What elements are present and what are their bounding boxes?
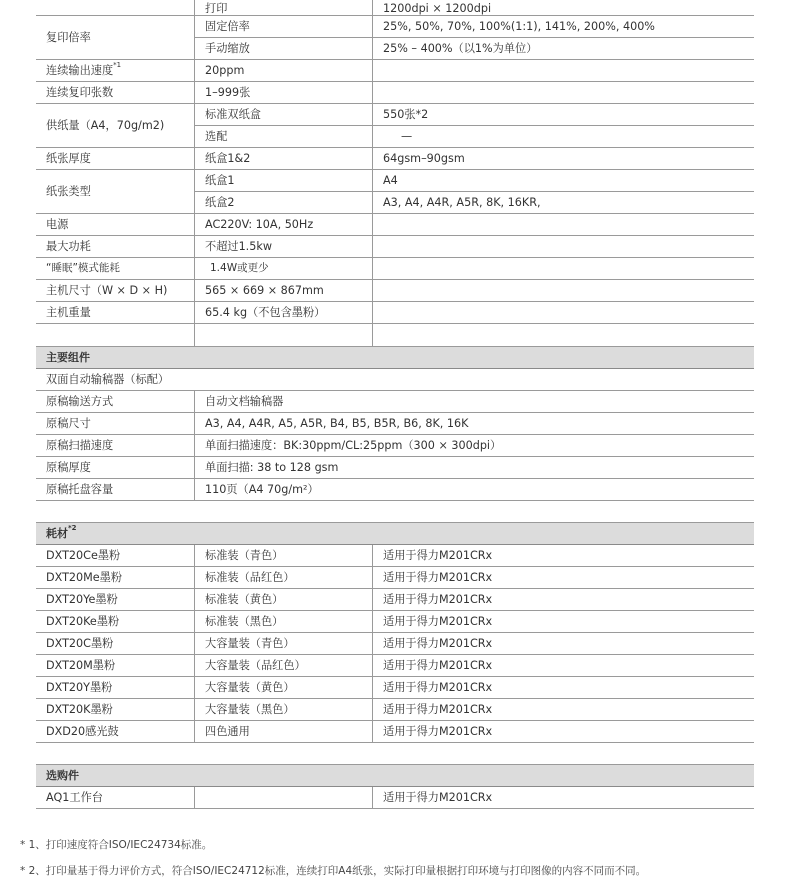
- table-row: [36, 369, 754, 391]
- spec-label: 双面自动输稿器（标配）: [36, 369, 754, 391]
- spec-label: 连续复印张数: [36, 82, 195, 104]
- table-row: [36, 324, 754, 347]
- spec-value: AC220V: 10A, 50Hz: [195, 214, 373, 236]
- table-row: [36, 677, 754, 699]
- item-compat: 适用于得力M201CRx: [373, 589, 755, 611]
- item-name: AQ1工作台: [36, 787, 195, 809]
- item-type: 大容量装（品红色）: [195, 655, 373, 677]
- item-name: DXT20K墨粉: [36, 699, 195, 721]
- spec-value: 65.4 kg（不包含墨粉）: [195, 302, 373, 324]
- table-row: [36, 0, 754, 16]
- spec-sublabel: 选配: [195, 126, 373, 148]
- spec-value: 单面扫描速度：BK:30ppm/CL:25ppm（300 × 300dpi）: [195, 435, 755, 457]
- spec-label: 最大功耗: [36, 236, 195, 258]
- spec-value: 25% – 400%（以1%为单位）: [373, 38, 755, 60]
- item-name: DXT20Ke墨粉: [36, 611, 195, 633]
- table-row: [36, 435, 754, 457]
- spec-sublabel: 固定倍率: [195, 16, 373, 38]
- spec-label: 主机尺寸（W × D × H): [36, 280, 195, 302]
- item-type: 标准装（黑色）: [195, 611, 373, 633]
- section-header-consumables: [36, 523, 754, 545]
- table-row: [36, 60, 754, 82]
- spec-label: [36, 60, 195, 82]
- item-name: DXT20Ye墨粉: [36, 589, 195, 611]
- spec-label: 原稿厚度: [36, 457, 195, 479]
- spec-empty: [373, 302, 755, 324]
- spec-label-text: 连续输出速度: [46, 64, 114, 77]
- item-type: 大容量装（黑色）: [195, 699, 373, 721]
- table-row: [36, 721, 754, 743]
- spec-value: A3, A4, A4R, A5R, 8K, 16KR,: [373, 192, 755, 214]
- spec-value: 不超过1.5kw: [195, 236, 373, 258]
- table-row: [36, 16, 754, 38]
- spec-value: 550张*2: [373, 104, 755, 126]
- spec-label: 原稿托盘容量: [36, 479, 195, 501]
- spec-sublabel: 纸盒1: [195, 170, 373, 192]
- spec-sublabel: 标准双纸盒: [195, 104, 373, 126]
- table-row: [36, 82, 754, 104]
- spec-sublabel: 纸盒2: [195, 192, 373, 214]
- item-name: DXT20Ce墨粉: [36, 545, 195, 567]
- footnote-marker: *1: [113, 61, 122, 69]
- spec-sublabel: 打印: [195, 0, 373, 16]
- spec-sublabel: 手动缩放: [195, 38, 373, 60]
- spec-label: 纸张厚度: [36, 148, 195, 170]
- item-compat: 适用于得力M201CRx: [373, 611, 755, 633]
- item-type: 标准装（品红色）: [195, 567, 373, 589]
- spec-value: 25%, 50%, 70%, 100%(1:1), 141%, 200%, 400%: [373, 16, 755, 38]
- table-row: [36, 545, 754, 567]
- item-compat: 适用于得力M201CRx: [373, 633, 755, 655]
- spec-empty: [373, 258, 755, 280]
- table-row: [36, 611, 754, 633]
- spec-label: 电源: [36, 214, 195, 236]
- item-compat: 适用于得力M201CRx: [373, 655, 755, 677]
- spec-value: 1–999张: [195, 82, 373, 104]
- item-type: 四色通用: [195, 721, 373, 743]
- table-row: [36, 148, 754, 170]
- spec-value: 1.4W或更少: [195, 258, 373, 280]
- spec-label: 供纸量（A4，70g/m2): [36, 104, 195, 148]
- table-row: [36, 567, 754, 589]
- table-row: [36, 655, 754, 677]
- section-title: 主要组件: [36, 347, 754, 369]
- item-name: DXD20感光鼓: [36, 721, 195, 743]
- table-row: [36, 214, 754, 236]
- table-row: [36, 457, 754, 479]
- table-row: [36, 280, 754, 302]
- table-row: [36, 633, 754, 655]
- spec-empty: [373, 280, 755, 302]
- table-row: [36, 302, 754, 324]
- table-row: [36, 170, 754, 192]
- footnote: * 2、打印量基于得力评价方式，符合ISO/IEC24712标准，连续打印A4纸张，实际打印量根据打印环境与打印图像的内容不同而不同。: [20, 865, 647, 877]
- item-name: DXT20Me墨粉: [36, 567, 195, 589]
- table-row: [36, 699, 754, 721]
- item-type: 大容量装（青色）: [195, 633, 373, 655]
- spec-label: 原稿输送方式: [36, 391, 195, 413]
- spec-label: 纸张类型: [36, 170, 195, 214]
- table-row: [36, 413, 754, 435]
- footnotes: [20, 836, 646, 888]
- spec-value: 565 × 669 × 867mm: [195, 280, 373, 302]
- item-type: 标准装（黄色）: [195, 589, 373, 611]
- item-name: DXT20Y墨粉: [36, 677, 195, 699]
- item-compat: 适用于得力M201CRx: [373, 721, 755, 743]
- spec-value: A4: [373, 170, 755, 192]
- spec-label: 复印倍率: [36, 16, 195, 60]
- spec-label: “睡眠”模式能耗: [36, 258, 195, 280]
- section-header-components: [36, 347, 754, 369]
- table-row: [36, 104, 754, 126]
- spec-value: —: [373, 126, 755, 148]
- table-row: [36, 787, 754, 809]
- spec-empty: [373, 214, 755, 236]
- spec-label: 原稿尺寸: [36, 413, 195, 435]
- table-row: [36, 258, 754, 280]
- spec-value: 1200dpi × 1200dpi: [373, 0, 755, 16]
- table-row: [36, 391, 754, 413]
- item-type: 标准装（青色）: [195, 545, 373, 567]
- spec-empty: [373, 236, 755, 258]
- table-row: [36, 589, 754, 611]
- spec-label: 原稿扫描速度: [36, 435, 195, 457]
- spec-table: [36, 0, 754, 809]
- section-title: 选购件: [36, 765, 754, 787]
- spec-empty: [373, 60, 755, 82]
- section-header-options: [36, 765, 754, 787]
- spec-value: 自动文档输稿器: [195, 391, 755, 413]
- table-row: [36, 236, 754, 258]
- item-compat: 适用于得力M201CRx: [373, 545, 755, 567]
- footnote: * 1、打印速度符合ISO/IEC24734标准。: [20, 839, 213, 851]
- section-title-text: 耗材: [46, 527, 68, 540]
- spec-empty: [373, 82, 755, 104]
- spec-value: 单面扫描: 38 to 128 gsm: [195, 457, 755, 479]
- spec-sublabel: 纸盒1&2: [195, 148, 373, 170]
- table-row: [36, 479, 754, 501]
- spec-value: 64gsm–90gsm: [373, 148, 755, 170]
- spec-value: A3, A4, A4R, A5, A5R, B4, B5, B5R, B6, 8K, 16K: [195, 413, 755, 435]
- spec-label: [36, 0, 195, 16]
- item-compat: 适用于得力M201CRx: [373, 677, 755, 699]
- item-compat: 适用于得力M201CRx: [373, 567, 755, 589]
- item-name: DXT20M墨粉: [36, 655, 195, 677]
- item-type: 大容量装（黄色）: [195, 677, 373, 699]
- item-compat: 适用于得力M201CRx: [373, 787, 755, 809]
- spec-value: 20ppm: [195, 60, 373, 82]
- section-title: [36, 523, 754, 545]
- item-compat: 适用于得力M201CRx: [373, 699, 755, 721]
- spec-value: 110页（A4 70g/m²）: [195, 479, 755, 501]
- footnote-marker: *2: [68, 524, 77, 532]
- item-name: DXT20C墨粉: [36, 633, 195, 655]
- item-type: [195, 787, 373, 809]
- spec-label: 主机重量: [36, 302, 195, 324]
